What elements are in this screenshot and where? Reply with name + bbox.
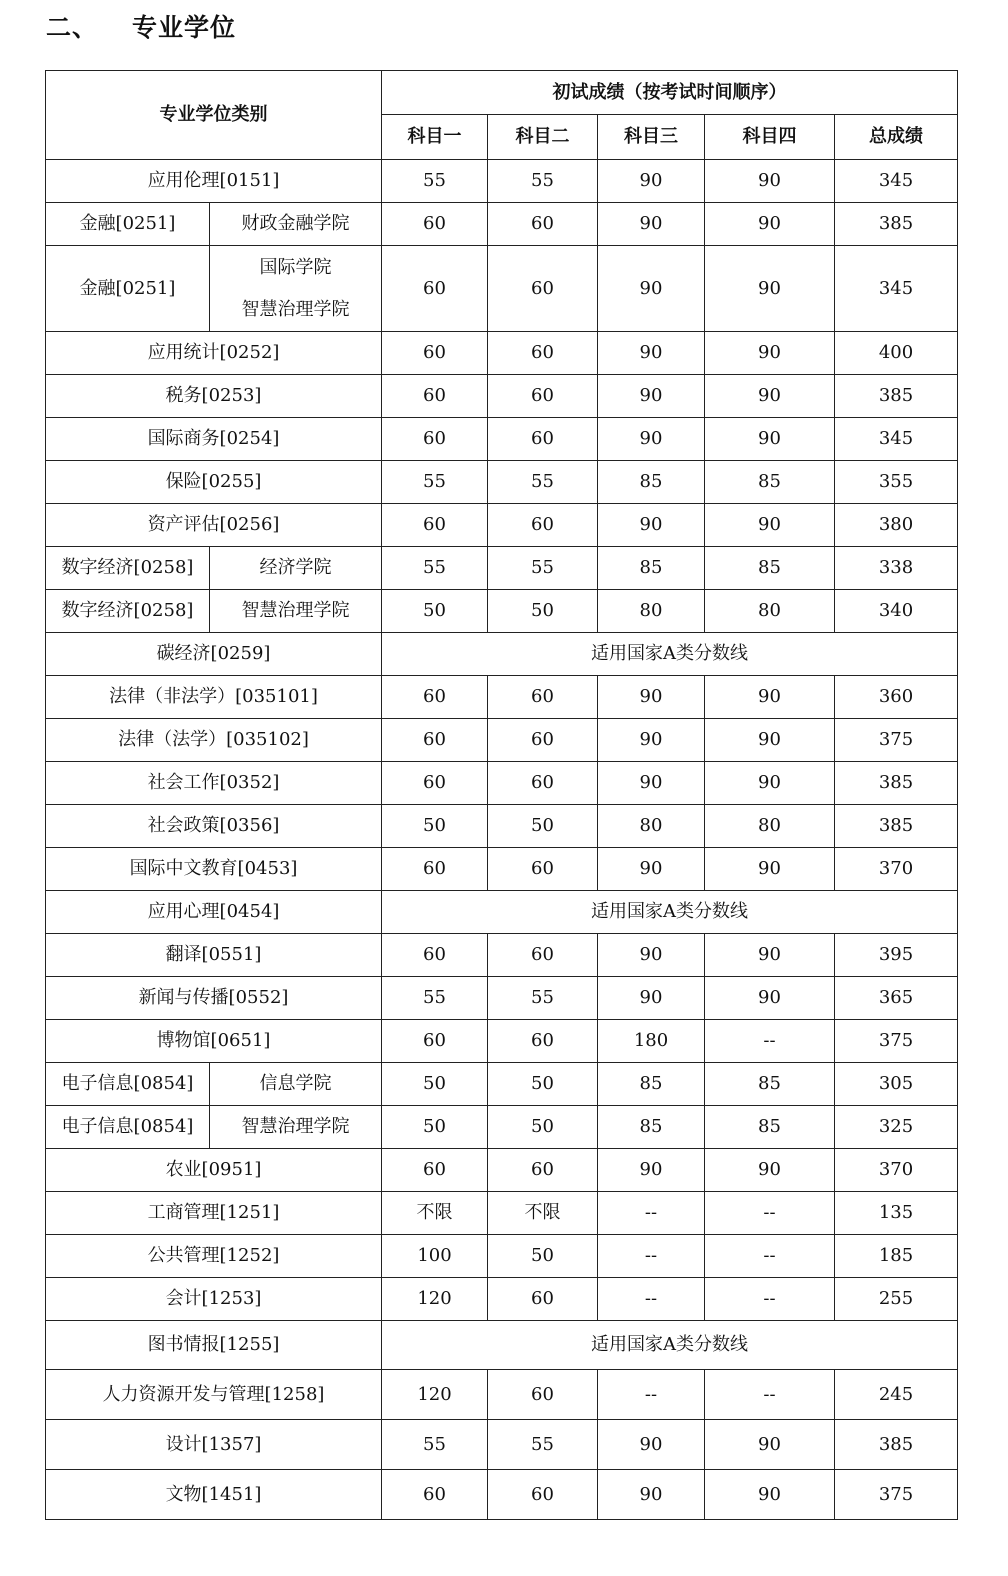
score-subject-1: 60 (382, 848, 488, 891)
score-subject-1: 60 (382, 246, 488, 332)
degree-name: 社会政策[0356] (46, 805, 382, 848)
table-row (46, 977, 958, 1020)
score-total: 338 (835, 547, 958, 590)
score-subject-2: 50 (488, 1063, 598, 1106)
score-subject-2: 60 (488, 1149, 598, 1192)
score-total: 375 (835, 719, 958, 762)
school-name (210, 1063, 382, 1106)
score-subject-1: 60 (382, 203, 488, 246)
score-subject-4: 90 (705, 375, 835, 418)
school-name-line: 经济学院 (259, 557, 332, 579)
score-subject-2: 50 (488, 805, 598, 848)
score-subject-1: 60 (382, 934, 488, 977)
score-table-body (46, 71, 958, 1520)
table-row (46, 1420, 958, 1470)
score-subject-1: 55 (382, 461, 488, 504)
table-row (46, 590, 958, 633)
score-subject-3: -- (598, 1235, 705, 1278)
table-row (46, 1370, 958, 1420)
score-total: 345 (835, 160, 958, 203)
table-row (46, 418, 958, 461)
table-row (46, 1149, 958, 1192)
table-row (46, 1278, 958, 1321)
score-subject-3: 90 (598, 762, 705, 805)
score-subject-1: 不限 (382, 1192, 488, 1235)
degree-name: 碳经济[0259] (46, 633, 382, 676)
score-total: 385 (835, 805, 958, 848)
score-subject-4: 90 (705, 1470, 835, 1520)
header-row-1 (46, 71, 958, 115)
score-subject-1: 120 (382, 1370, 488, 1420)
score-subject-3: 90 (598, 160, 705, 203)
header-subject-1: 科目一 (382, 115, 488, 160)
score-total: 325 (835, 1106, 958, 1149)
score-subject-2: 不限 (488, 1192, 598, 1235)
score-total: 385 (835, 1420, 958, 1470)
section-number: 二、 (46, 13, 99, 42)
score-subject-1: 60 (382, 1020, 488, 1063)
score-subject-3: 85 (598, 1106, 705, 1149)
score-subject-2: 50 (488, 590, 598, 633)
degree-name: 博物馆[0651] (46, 1020, 382, 1063)
score-note: 适用国家A类分数线 (382, 1321, 958, 1370)
table-row (46, 848, 958, 891)
score-subject-4: 90 (705, 848, 835, 891)
table-row (46, 1063, 958, 1106)
score-subject-4: 90 (705, 160, 835, 203)
score-subject-1: 60 (382, 332, 488, 375)
score-subject-3: 180 (598, 1020, 705, 1063)
score-subject-1: 120 (382, 1278, 488, 1321)
score-subject-2: 55 (488, 461, 598, 504)
score-total: 380 (835, 504, 958, 547)
degree-name: 数字经济[0258] (46, 547, 210, 590)
score-note: 适用国家A类分数线 (382, 633, 958, 676)
score-subject-1: 60 (382, 504, 488, 547)
score-total: 355 (835, 461, 958, 504)
score-subject-4: 90 (705, 977, 835, 1020)
degree-name: 农业[0951] (46, 1149, 382, 1192)
score-subject-3: 80 (598, 590, 705, 633)
score-total: 370 (835, 1149, 958, 1192)
degree-name: 应用心理[0454] (46, 891, 382, 934)
score-subject-3: 90 (598, 934, 705, 977)
score-subject-2: 55 (488, 1420, 598, 1470)
table-row (46, 547, 958, 590)
score-note: 适用国家A类分数线 (382, 891, 958, 934)
table-row (46, 934, 958, 977)
degree-name: 社会工作[0352] (46, 762, 382, 805)
score-subject-3: -- (598, 1278, 705, 1321)
score-subject-3: 90 (598, 332, 705, 375)
school-name-line: 国际学院 (259, 256, 332, 278)
school-name-line: 财政金融学院 (241, 213, 350, 235)
score-total: 395 (835, 934, 958, 977)
score-subject-1: 60 (382, 676, 488, 719)
score-subject-4: -- (705, 1020, 835, 1063)
score-subject-2: 55 (488, 547, 598, 590)
school-name (210, 246, 382, 332)
header-subject-4: 科目四 (705, 115, 835, 160)
table-row (46, 891, 958, 934)
degree-name: 公共管理[1252] (46, 1235, 382, 1278)
degree-name: 电子信息[0854] (46, 1063, 210, 1106)
score-subject-4: 90 (705, 332, 835, 375)
score-total: 385 (835, 375, 958, 418)
score-subject-1: 60 (382, 1149, 488, 1192)
score-subject-2: 50 (488, 1235, 598, 1278)
score-subject-1: 100 (382, 1235, 488, 1278)
degree-name: 新闻与传播[0552] (46, 977, 382, 1020)
score-subject-1: 60 (382, 375, 488, 418)
degree-name: 税务[0253] (46, 375, 382, 418)
score-subject-2: 60 (488, 1370, 598, 1420)
score-subject-4: 90 (705, 246, 835, 332)
score-subject-4: 90 (705, 934, 835, 977)
school-name-line: 智慧治理学院 (241, 1116, 350, 1138)
table-row (46, 1235, 958, 1278)
score-subject-2: 60 (488, 848, 598, 891)
score-total: 135 (835, 1192, 958, 1235)
score-total: 375 (835, 1470, 958, 1520)
score-subject-4: 80 (705, 805, 835, 848)
score-subject-4: 90 (705, 762, 835, 805)
table-row (46, 805, 958, 848)
score-subject-3: 90 (598, 676, 705, 719)
school-name-line: 智慧治理学院 (241, 600, 350, 622)
score-subject-2: 60 (488, 676, 598, 719)
table-row (46, 1321, 958, 1370)
score-subject-3: 90 (598, 1470, 705, 1520)
score-subject-2: 60 (488, 762, 598, 805)
degree-name: 应用伦理[0151] (46, 160, 382, 203)
score-subject-3: 90 (598, 977, 705, 1020)
score-subject-4: 85 (705, 461, 835, 504)
score-subject-1: 50 (382, 590, 488, 633)
school-name (210, 547, 382, 590)
degree-name: 保险[0255] (46, 461, 382, 504)
degree-name: 翻译[0551] (46, 934, 382, 977)
score-subject-3: 90 (598, 1420, 705, 1470)
score-subject-3: 90 (598, 246, 705, 332)
score-subject-2: 60 (488, 719, 598, 762)
score-subject-1: 60 (382, 719, 488, 762)
degree-name: 工商管理[1251] (46, 1192, 382, 1235)
header-total: 总成绩 (835, 115, 958, 160)
score-subject-1: 60 (382, 418, 488, 461)
degree-name: 国际中文教育[0453] (46, 848, 382, 891)
score-subject-4: 85 (705, 1063, 835, 1106)
score-subject-4: -- (705, 1235, 835, 1278)
score-subject-3: 85 (598, 461, 705, 504)
score-subject-4: 80 (705, 590, 835, 633)
score-subject-1: 55 (382, 160, 488, 203)
score-subject-3: -- (598, 1370, 705, 1420)
table-row (46, 633, 958, 676)
score-subject-3: 90 (598, 418, 705, 461)
score-subject-4: 90 (705, 203, 835, 246)
table-row (46, 676, 958, 719)
score-subject-1: 55 (382, 1420, 488, 1470)
school-name-line: 智慧治理学院 (241, 298, 350, 320)
score-total: 375 (835, 1020, 958, 1063)
score-total: 385 (835, 203, 958, 246)
table-row (46, 719, 958, 762)
score-subject-4: 85 (705, 547, 835, 590)
score-subject-1: 55 (382, 977, 488, 1020)
table-row (46, 1470, 958, 1520)
score-subject-4: -- (705, 1192, 835, 1235)
score-subject-4: 90 (705, 504, 835, 547)
table-row (46, 160, 958, 203)
score-subject-2: 60 (488, 418, 598, 461)
degree-name: 法律（法学）[035102] (46, 719, 382, 762)
table-row (46, 1106, 958, 1149)
degree-name: 金融[0251] (46, 246, 210, 332)
score-total: 245 (835, 1370, 958, 1420)
score-subject-4: 90 (705, 676, 835, 719)
degree-name: 电子信息[0854] (46, 1106, 210, 1149)
header-category: 专业学位类别 (46, 71, 382, 160)
score-subject-2: 60 (488, 203, 598, 246)
table-row (46, 1020, 958, 1063)
score-subject-2: 60 (488, 1470, 598, 1520)
degree-name: 资产评估[0256] (46, 504, 382, 547)
score-subject-3: 90 (598, 203, 705, 246)
degree-name: 图书情报[1255] (46, 1321, 382, 1370)
table-row (46, 203, 958, 246)
score-subject-4: 90 (705, 418, 835, 461)
score-total: 185 (835, 1235, 958, 1278)
score-subject-3: -- (598, 1192, 705, 1235)
score-subject-1: 60 (382, 762, 488, 805)
score-subject-2: 60 (488, 1278, 598, 1321)
score-subject-2: 55 (488, 160, 598, 203)
score-subject-4: 90 (705, 1149, 835, 1192)
score-total: 360 (835, 676, 958, 719)
degree-name: 应用统计[0252] (46, 332, 382, 375)
school-name (210, 1106, 382, 1149)
table-row (46, 332, 958, 375)
degree-name: 法律（非法学）[035101] (46, 676, 382, 719)
degree-name: 文物[1451] (46, 1470, 382, 1520)
score-subject-4: 90 (705, 1420, 835, 1470)
table-row (46, 504, 958, 547)
score-total: 365 (835, 977, 958, 1020)
school-name (210, 203, 382, 246)
score-subject-3: 90 (598, 848, 705, 891)
score-total: 370 (835, 848, 958, 891)
score-subject-1: 60 (382, 1470, 488, 1520)
section-heading (46, 8, 236, 44)
table-row (46, 1192, 958, 1235)
header-subject-2: 科目二 (488, 115, 598, 160)
score-total: 345 (835, 418, 958, 461)
score-subject-1: 50 (382, 1063, 488, 1106)
score-subject-4: -- (705, 1370, 835, 1420)
score-subject-3: 90 (598, 719, 705, 762)
degree-name: 人力资源开发与管理[1258] (46, 1370, 382, 1420)
degree-name: 设计[1357] (46, 1420, 382, 1470)
school-name (210, 590, 382, 633)
header-group: 初试成绩（按考试时间顺序） (382, 71, 958, 115)
score-total: 255 (835, 1278, 958, 1321)
score-subject-2: 60 (488, 246, 598, 332)
score-subject-2: 60 (488, 332, 598, 375)
score-subject-3: 85 (598, 547, 705, 590)
table-row (46, 246, 958, 332)
school-name-line: 信息学院 (259, 1073, 332, 1095)
score-total: 345 (835, 246, 958, 332)
score-subject-3: 90 (598, 1149, 705, 1192)
header-subject-3: 科目三 (598, 115, 705, 160)
score-table (45, 70, 958, 1520)
score-subject-3: 90 (598, 375, 705, 418)
degree-name: 金融[0251] (46, 203, 210, 246)
score-total: 340 (835, 590, 958, 633)
score-subject-4: -- (705, 1278, 835, 1321)
table-row (46, 762, 958, 805)
score-subject-1: 50 (382, 1106, 488, 1149)
score-total: 400 (835, 332, 958, 375)
section-title: 专业学位 (132, 13, 237, 42)
score-subject-2: 60 (488, 504, 598, 547)
score-subject-3: 90 (598, 504, 705, 547)
score-subject-3: 80 (598, 805, 705, 848)
score-subject-1: 55 (382, 547, 488, 590)
score-subject-4: 85 (705, 1106, 835, 1149)
table-row (46, 375, 958, 418)
score-subject-3: 85 (598, 1063, 705, 1106)
score-total: 385 (835, 762, 958, 805)
table-row (46, 461, 958, 504)
degree-name: 会计[1253] (46, 1278, 382, 1321)
score-subject-2: 60 (488, 1020, 598, 1063)
score-subject-2: 60 (488, 934, 598, 977)
score-subject-2: 60 (488, 375, 598, 418)
degree-name: 数字经济[0258] (46, 590, 210, 633)
score-subject-1: 50 (382, 805, 488, 848)
score-subject-2: 55 (488, 977, 598, 1020)
degree-name: 国际商务[0254] (46, 418, 382, 461)
score-subject-2: 50 (488, 1106, 598, 1149)
score-subject-4: 90 (705, 719, 835, 762)
score-total: 305 (835, 1063, 958, 1106)
